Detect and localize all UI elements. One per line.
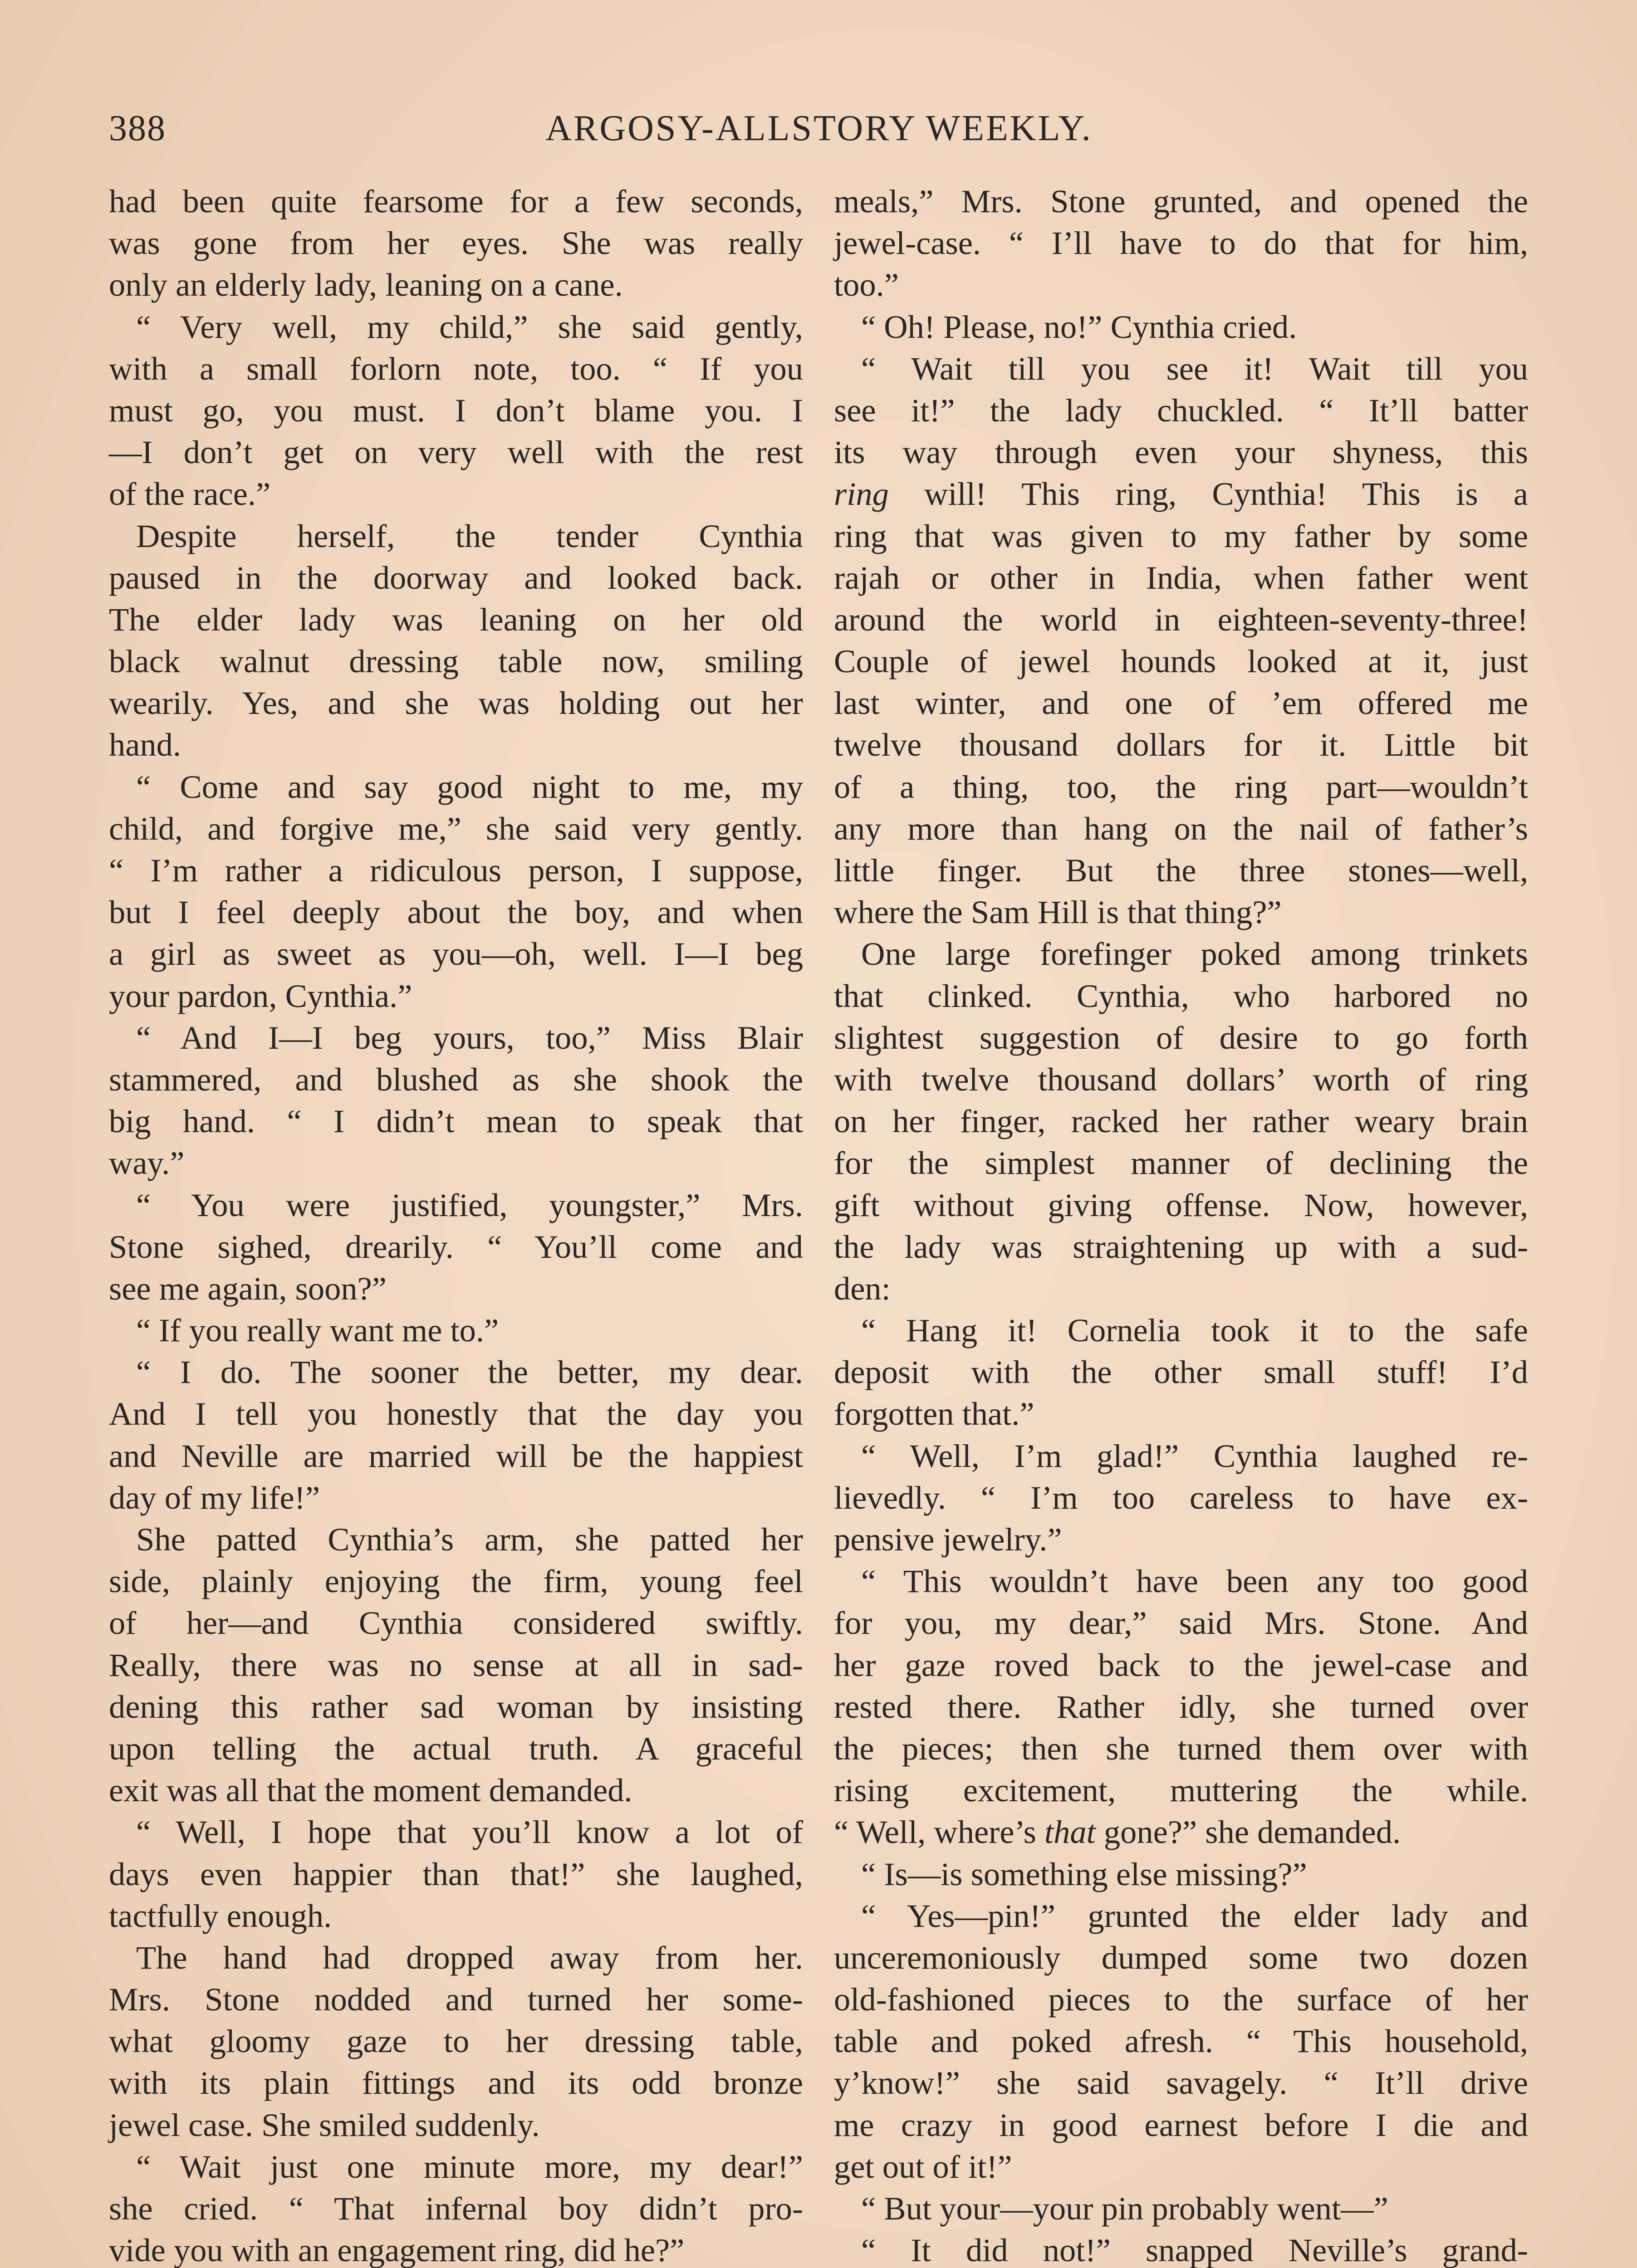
text-line: for you, my dear,” said Mrs. Stone. And [834, 1604, 1528, 1642]
text-line: little finger. But the three stones—well, [834, 852, 1528, 889]
text-line: the pieces; then she turned them over with [834, 1730, 1528, 1767]
text-line: She patted Cynthia’s arm, she patted her [136, 1521, 803, 1558]
text-line: too.” [834, 266, 899, 303]
text-line: but I feel deeply about the boy, and when [109, 894, 803, 931]
text-line: ring will! This ring, Cynthia! This is a [834, 475, 1528, 513]
text-line: exit was all that the moment demanded. [109, 1772, 632, 1809]
text-line: “ Oh! Please, no!” Cynthia cried. [861, 308, 1297, 345]
text-line: meals,” Mrs. Stone grunted, and opened the [834, 183, 1528, 220]
text-line: the lady was straightening up with a sud- [834, 1228, 1528, 1265]
text-line: last winter, and one of ’em offered me [834, 684, 1528, 722]
text-line: way.” [109, 1144, 185, 1182]
text-line: “ Yes—pin!” grunted the elder lady and [861, 1897, 1528, 1934]
text-line: “ I do. The sooner the better, my dear. [136, 1354, 803, 1391]
text-line: “ I’m rather a ridiculous person, I suppose, [109, 852, 803, 889]
text-line: on her finger, racked her rather weary brain [834, 1103, 1528, 1140]
text-line: where the Sam Hill is that thing?” [834, 894, 1282, 931]
text-line: your pardon, Cynthia.” [109, 977, 412, 1014]
text-line: with twelve thousand dollars’ worth of ring [834, 1061, 1528, 1098]
text-line: “ Well, I hope that you’ll know a lot of [136, 1813, 803, 1851]
text-line: a girl as sweet as you—oh, well. I—I beg [109, 935, 803, 973]
text-line: day of my life!” [109, 1479, 320, 1516]
text-line: child, and forgive me,” she said very gently. [109, 810, 803, 847]
text-line: paused in the doorway and looked back. [109, 559, 803, 596]
text-line: “ Very well, my child,” she said gently, [136, 308, 803, 345]
text-line: of the race.” [109, 475, 271, 513]
text-line: y’know!” she said savagely. “ It’ll drive [834, 2064, 1528, 2102]
text-line: old-fashioned pieces to the surface of her [834, 1981, 1528, 2018]
text-line: rajah or other in India, when father went [834, 559, 1528, 596]
text-line: gift without giving offense. Now, however, [834, 1186, 1528, 1223]
text-line: see me again, soon?” [109, 1270, 387, 1307]
text-line: had been quite fearsome for a few seconds, [109, 183, 803, 220]
text-line: —I don’t get on very well with the rest [109, 434, 803, 471]
text-line: Mrs. Stone nodded and turned her some- [109, 1981, 803, 2018]
text-line: she cried. “ That infernal boy didn’t pro- [109, 2190, 803, 2227]
text-line: Stone sighed, drearily. “ You’ll come and [109, 1228, 803, 1265]
text-line: see it!” the lady chuckled. “ It’ll batter [834, 391, 1528, 429]
text-line: was gone from her eyes. She was really [109, 225, 803, 262]
text-line: “ Is—is something else missing?” [861, 1855, 1307, 1892]
text-line: “ Come and say good night to me, my [136, 768, 803, 805]
text-line: black walnut dressing table now, smiling [109, 643, 803, 680]
text-line: lievedly. “ I’m too careless to have ex- [834, 1479, 1528, 1516]
text-line: pensive jewelry.” [834, 1521, 1062, 1558]
text-line: ring that was given to my father by some [834, 517, 1528, 554]
text-line: “ Hang it! Cornelia took it to the safe [861, 1312, 1528, 1349]
text-line: deposit with the other small stuff! I’d [834, 1354, 1528, 1391]
text-line: any more than hang on the nail of father’s [834, 810, 1528, 847]
text-line: “ This wouldn’t have been any too good [861, 1563, 1528, 1600]
text-line: hand. [109, 726, 181, 763]
text-line: Despite herself, the tender Cynthia [136, 517, 803, 554]
text-line: of a thing, too, the ring part—wouldn’t [834, 768, 1528, 805]
right-column [834, 181, 1528, 2268]
text-line: Really, there was no sense at all in sad- [109, 1646, 803, 1683]
text-line: that clinked. Cynthia, who harbored no [834, 977, 1528, 1014]
text-line: side, plainly enjoying the firm, young feel [109, 1563, 803, 1600]
text-line: The hand had dropped away from her. [136, 1939, 803, 1976]
text-line: with its plain fittings and its odd bronze [109, 2064, 803, 2102]
page-number: 388 [109, 108, 166, 148]
text-line: “ Wait till you see it! Wait till you [861, 350, 1528, 387]
text-line: “ It did not!” snapped Neville’s grand- [861, 2232, 1528, 2268]
text-line: days even happier than that!” she laughed, [109, 1855, 803, 1892]
text-line: tactfully enough. [109, 1897, 332, 1934]
text-line: must go, you must. I don’t blame you. I [109, 391, 803, 429]
text-line: what gloomy gaze to her dressing table, [109, 2023, 803, 2060]
text-line: and Neville are married will be the happiest [109, 1437, 803, 1474]
text-line: One large forefinger poked among trinkets [861, 935, 1528, 973]
text-line: table and poked afresh. “ This household, [834, 2023, 1528, 2060]
text-line: “ Wait just one minute more, my dear!” [136, 2148, 803, 2185]
text-line: jewel case. She smiled suddenly. [109, 2106, 540, 2143]
text-line: of her—and Cynthia considered swiftly. [109, 1604, 803, 1642]
text-line: “ Well, I’m glad!” Cynthia laughed re- [861, 1437, 1528, 1474]
text-line: slightest suggestion of desire to go forth [834, 1019, 1528, 1056]
text-line: big hand. “ I didn’t mean to speak that [109, 1103, 803, 1140]
text-line: twelve thousand dollars for it. Little bit [834, 726, 1528, 763]
left-column [109, 181, 803, 2268]
text-line: “ And I—I beg yours, too,” Miss Blair [136, 1019, 803, 1056]
text-line: stammered, and blushed as she shook the [109, 1061, 803, 1098]
text-line: vide you with an engagement ring, did he?” [109, 2232, 685, 2268]
text-line: “ You were justified, youngster,” Mrs. [136, 1186, 803, 1223]
text-line: only an elderly lady, leaning on a cane. [109, 266, 623, 303]
text-line: dening this rather sad woman by insisting [109, 1688, 803, 1725]
text-line: for the simplest manner of declining the [834, 1144, 1528, 1182]
text-line: The elder lady was leaning on her old [109, 601, 803, 638]
text-line: “ But your—your pin probably went—” [861, 2190, 1388, 2227]
text-line: with a small forlorn note, too. “ If you [109, 350, 803, 387]
text-line: Couple of jewel hounds looked at it, just [834, 643, 1528, 680]
text-line: “ If you really want me to.” [136, 1312, 499, 1349]
page-header [109, 103, 1529, 153]
text-line: get out of it!” [834, 2148, 1012, 2185]
text-line: forgotten that.” [834, 1395, 1034, 1432]
text-line: jewel-case. “ I’ll have to do that for him, [834, 225, 1528, 262]
text-line: “ Well, where’s that gone?” she demanded. [834, 1813, 1401, 1851]
text-line: And I tell you honestly that the day you [109, 1395, 803, 1432]
text-line: her gaze roved back to the jewel-case and [834, 1646, 1528, 1683]
text-line: upon telling the actual truth. A graceful [109, 1730, 803, 1767]
text-line: den: [834, 1270, 891, 1307]
running-head: ARGOSY-ALLSTORY WEEKLY. [545, 108, 1093, 148]
text-line: rested there. Rather idly, she turned over [834, 1688, 1528, 1725]
text-line: rising excitement, muttering the while. [834, 1772, 1528, 1809]
text-line: around the world in eighteen-seventy-three! [834, 601, 1528, 638]
text-line: me crazy in good earnest before I die and [834, 2106, 1528, 2143]
text-line: wearily. Yes, and she was holding out her [109, 684, 803, 722]
text-line: its way through even your shyness, this [834, 434, 1528, 471]
text-line: unceremoniously dumped some two dozen [834, 1939, 1528, 1976]
